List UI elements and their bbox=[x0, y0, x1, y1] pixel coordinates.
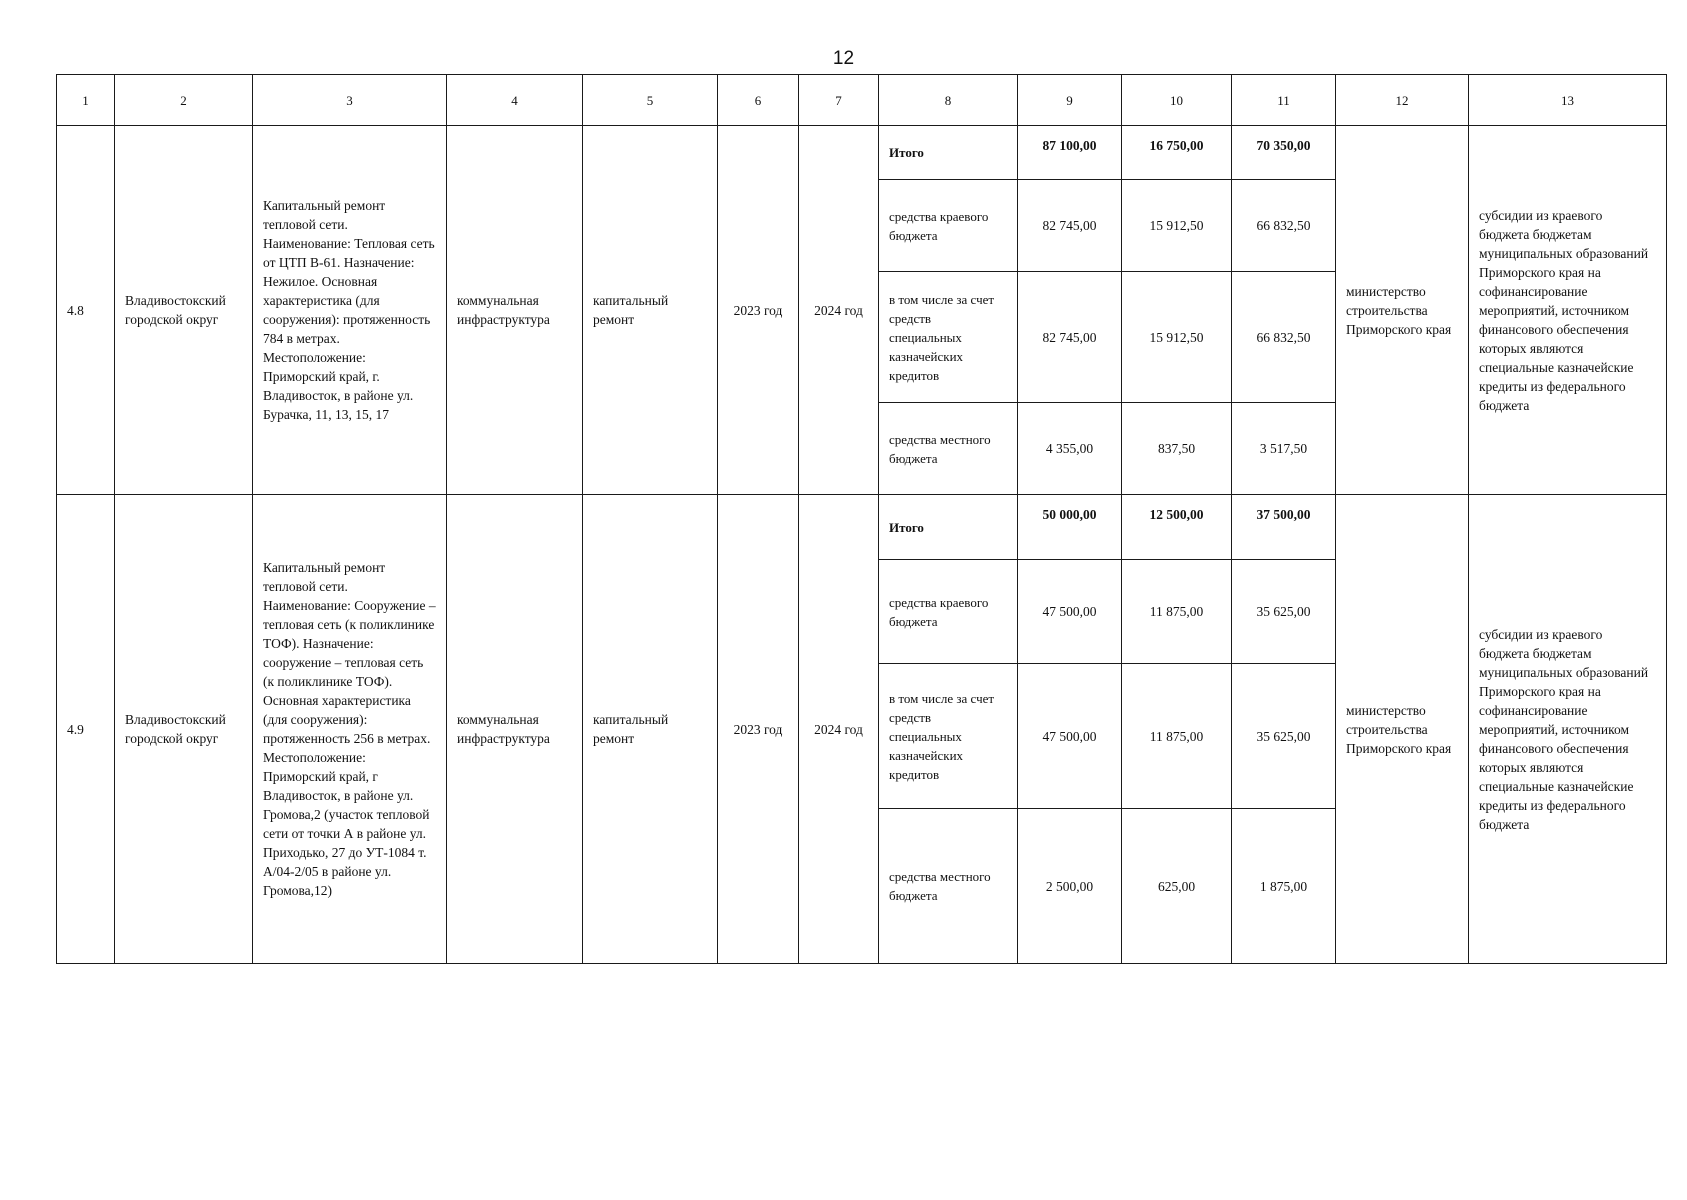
item-number: 4.8 bbox=[57, 126, 115, 495]
funding-value-10: 15 912,50 bbox=[1122, 180, 1232, 272]
work-type-cell: капитальный ремонт bbox=[583, 126, 718, 495]
funding-value-11: 37 500,00 bbox=[1232, 495, 1336, 560]
funding-value-9: 50 000,00 bbox=[1018, 495, 1122, 560]
funding-value-9: 82 745,00 bbox=[1018, 180, 1122, 272]
ministry-cell: министерство строительства Приморского края bbox=[1336, 126, 1469, 495]
municipality-cell: Владивостокский городской округ bbox=[115, 495, 253, 964]
start-year-cell: 2023 год bbox=[718, 495, 799, 964]
column-header: 12 bbox=[1336, 75, 1469, 126]
page-number: 12 bbox=[832, 48, 855, 69]
category-cell: коммунальная инфраструктура bbox=[447, 126, 583, 495]
table-row bbox=[57, 495, 1667, 560]
funding-value-11: 66 832,50 bbox=[1232, 272, 1336, 403]
funding-value-11: 66 832,50 bbox=[1232, 180, 1336, 272]
funding-value-11: 35 625,00 bbox=[1232, 664, 1336, 809]
funding-value-9: 4 355,00 bbox=[1018, 403, 1122, 495]
funding-label: Итого bbox=[879, 126, 1018, 180]
column-header: 4 bbox=[447, 75, 583, 126]
funding-label: средства местного бюджета bbox=[879, 403, 1018, 495]
funding-value-10: 837,50 bbox=[1122, 403, 1232, 495]
funding-value-10: 16 750,00 bbox=[1122, 126, 1232, 180]
funding-label: в том числе за счет средств специальных казначейских кредитов bbox=[879, 272, 1018, 403]
column-header: 1 bbox=[57, 75, 115, 126]
funding-value-9: 2 500,00 bbox=[1018, 809, 1122, 964]
funding-value-10: 625,00 bbox=[1122, 809, 1232, 964]
funding-value-10: 11 875,00 bbox=[1122, 560, 1232, 664]
funding-value-9: 82 745,00 bbox=[1018, 272, 1122, 403]
funding-label: Итого bbox=[879, 495, 1018, 560]
column-header: 9 bbox=[1018, 75, 1122, 126]
funding-value-11: 1 875,00 bbox=[1232, 809, 1336, 964]
column-header: 6 bbox=[718, 75, 799, 126]
note-cell: субсидии из краевого бюджета бюджетам муниципальных образований Приморского края на софинансирование мероприятий, источником финансового обеспечения которых являются специальные казначейские кредиты из федерального бюджета bbox=[1469, 495, 1667, 964]
description-cell: Капитальный ремонт тепловой сети. Наименование: Тепловая сеть от ЦТП В-61. Назначение: Нежилое. Основная характеристика (для сооружения): протяженность 784 в метрах. Местоположение: Приморский край, г. Владивосток, в районе ул. Бурачка, 11, 13, 15, 17 bbox=[253, 126, 447, 495]
column-number-row bbox=[57, 75, 1667, 126]
funding-value-10: 11 875,00 bbox=[1122, 664, 1232, 809]
funding-label: средства краевого бюджета bbox=[879, 180, 1018, 272]
note-cell: субсидии из краевого бюджета бюджетам муниципальных образований Приморского края на софинансирование мероприятий, источником финансового обеспечения которых являются специальные казначейские кредиты из федерального бюджета bbox=[1469, 126, 1667, 495]
description-cell: Капитальный ремонт тепловой сети. Наименование: Сооружение – тепловая сеть (к поликлинике ТОФ). Назначение: сооружение – тепловая сеть (к поликлинике ТОФ). Основная характеристика (для сооружения): протяженность 256 в метрах. Местоположение: Приморский край, г Владивосток, в районе ул. Громова,2 (участок тепловой сети от точки А в районе ул. Приходько, 27 до УТ-1084 т. А/04-2/05 в районе ул. Громова,12) bbox=[253, 495, 447, 964]
column-header: 2 bbox=[115, 75, 253, 126]
column-header: 13 bbox=[1469, 75, 1667, 126]
funding-value-9: 47 500,00 bbox=[1018, 560, 1122, 664]
program-table bbox=[56, 74, 1667, 964]
funding-value-11: 3 517,50 bbox=[1232, 403, 1336, 495]
column-header: 8 bbox=[879, 75, 1018, 126]
funding-value-9: 87 100,00 bbox=[1018, 126, 1122, 180]
end-year-cell: 2024 год bbox=[799, 126, 879, 495]
column-header: 7 bbox=[799, 75, 879, 126]
funding-value-11: 35 625,00 bbox=[1232, 560, 1336, 664]
category-cell: коммунальная инфраструктура bbox=[447, 495, 583, 964]
work-type-cell: капитальный ремонт bbox=[583, 495, 718, 964]
funding-value-10: 12 500,00 bbox=[1122, 495, 1232, 560]
municipality-cell: Владивостокский городской округ bbox=[115, 126, 253, 495]
funding-value-11: 70 350,00 bbox=[1232, 126, 1336, 180]
column-header: 3 bbox=[253, 75, 447, 126]
funding-label: средства краевого бюджета bbox=[879, 560, 1018, 664]
column-header: 5 bbox=[583, 75, 718, 126]
ministry-cell: министерство строительства Приморского края bbox=[1336, 495, 1469, 964]
funding-label: средства местного бюджета bbox=[879, 809, 1018, 964]
funding-label: в том числе за счет средств специальных казначейских кредитов bbox=[879, 664, 1018, 809]
start-year-cell: 2023 год bbox=[718, 126, 799, 495]
funding-value-10: 15 912,50 bbox=[1122, 272, 1232, 403]
item-number: 4.9 bbox=[57, 495, 115, 964]
end-year-cell: 2024 год bbox=[799, 495, 879, 964]
table-row bbox=[57, 126, 1667, 180]
funding-value-9: 47 500,00 bbox=[1018, 664, 1122, 809]
column-header: 10 bbox=[1122, 75, 1232, 126]
column-header: 11 bbox=[1232, 75, 1336, 126]
